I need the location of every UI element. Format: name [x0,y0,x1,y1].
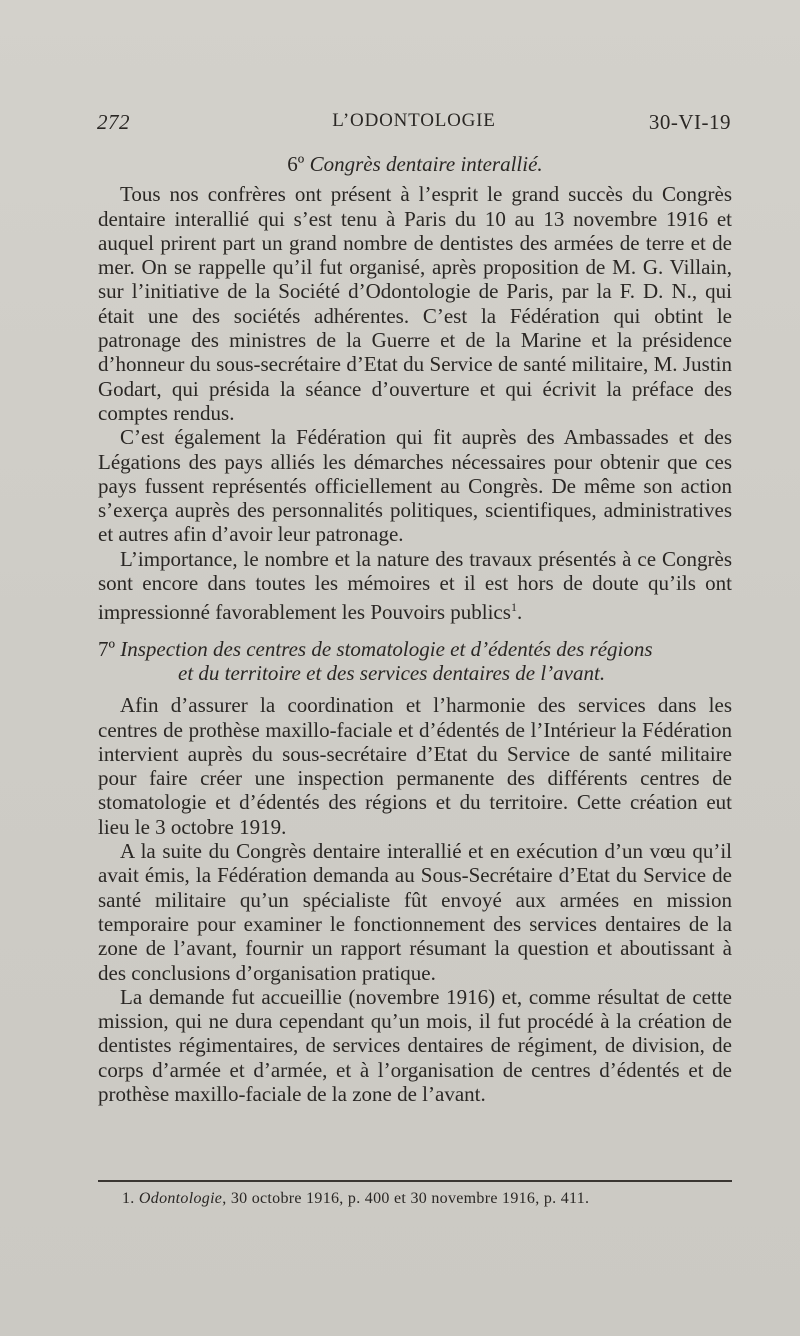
section-6-paragraph-3 [98,547,732,625]
section-7-heading-line-1 [98,637,732,661]
section-6-number: 6º [287,152,305,176]
footnote-number: 1. [122,1190,135,1207]
body-text [98,152,732,1106]
section-6-paragraph-1: Tous nos confrères ont présent à l’esprit le grand succès du Congrès dentaire interallié qui s’est tenu à Paris du 10 au 13 novembre 1916 et auquel prirent part un grand nombre de dentistes des armées de terre et de mer. On se rappelle qu’il fut organisé, après proposition de M. G. Villain, sur l’initiative de la Société d’Odontologie de Paris, par la F. D. N., qui était une des sociétés adhérentes. C’est la Fédération qui obtint le patronage des ministres de la Guerre et de la Marine et la présidence d’honneur du sous-secrétaire d’Etat du Service de santé militaire, M. Justin Godart, qui présida la séance d’ouverture et qui écrivit la préface des comptes rendus. [98,182,732,425]
section-6-title: Congrès dentaire interallié. [309,152,543,176]
page-number: 272 [97,110,130,134]
section-7-paragraph-1: Afin d’assurer la coordination et l’harmonie des services dans les centres de prothèse maxillo-faciale et d’édentés de l’Intérieur la Fédération intervient auprès du sous-secrétaire d’Etat du Service de santé militaire pour faire créer une inspection permanente des différents centres de stomatologie et d’édentés des régions et du territoire. Cette création eut lieu le 3 octobre 1919. [98,693,732,839]
issue-date: 30-VI-19 [648,110,731,134]
running-head [97,110,731,138]
paragraph-end-period: . [516,600,523,625]
footnote-text: , 30 octobre 1916, p. 400 et 30 novembre 1916, p. 411. [222,1190,590,1207]
section-7-heading [98,637,732,686]
section-7-title-line-1: Inspection des centres de stomatologie et d’édentés des régions [120,636,653,661]
footnote-journal: Odontologie [138,1190,223,1207]
section-7-paragraph-2: A la suite du Congrès dentaire interallié et en exécution d’un vœu qu’il avait émis, la Fédération demanda au Sous-Secrétaire d’Etat du Service de santé militaire qu’un spécialiste fût envoyé aux armées en mission temporaire pour examiner le fonctionnement des services dentaires de la zone de l’avant, fournir un rapport résumant la question et aboutissant à des conclusions d’organisation pratique. [98,839,732,985]
footnote-reference: 1 [510,600,517,615]
journal-title: L’ODONTOLOGIE [332,110,496,131]
footnote-divider [98,1180,732,1182]
section-6-paragraph-2: C’est également la Fédération qui fit auprès des Ambassades et des Légations des pays alliés les démarches nécessaires pour obtenir que ces pays fussent représentés officiellement au Congrès. De même son action s’exerça auprès des personnalités politiques, scientifiques, administratives et autres afin d’avoir leur patronage. [98,425,732,547]
section-7-title-line-2: et du territoire et des services dentaires de l’avant. [178,660,606,685]
section-7-number: 7º [98,636,116,661]
section-7-paragraph-3: La demande fut accueillie (novembre 1916) et, comme résultat de cette mission, qui ne dura cependant qu’un mois, il fut procédé à la création de dentistes régimentaires, de services dentaires de régiment, de division, de corps d’armée et d’armée, et à l’organisation de centres d’édentés et de prothèse maxillo-faciale de la zone de l’avant. [98,984,732,1106]
footnote [122,1190,732,1208]
section-6-paragraph-3-text: L’importance, le nombre et la nature des travaux présentés à ce Congrès sont encore dans toutes les mémoires et il est hors de doute qu’ils ont impressionné favorablement les Pouvoirs publics [98,546,732,625]
section-6-heading [98,152,732,176]
